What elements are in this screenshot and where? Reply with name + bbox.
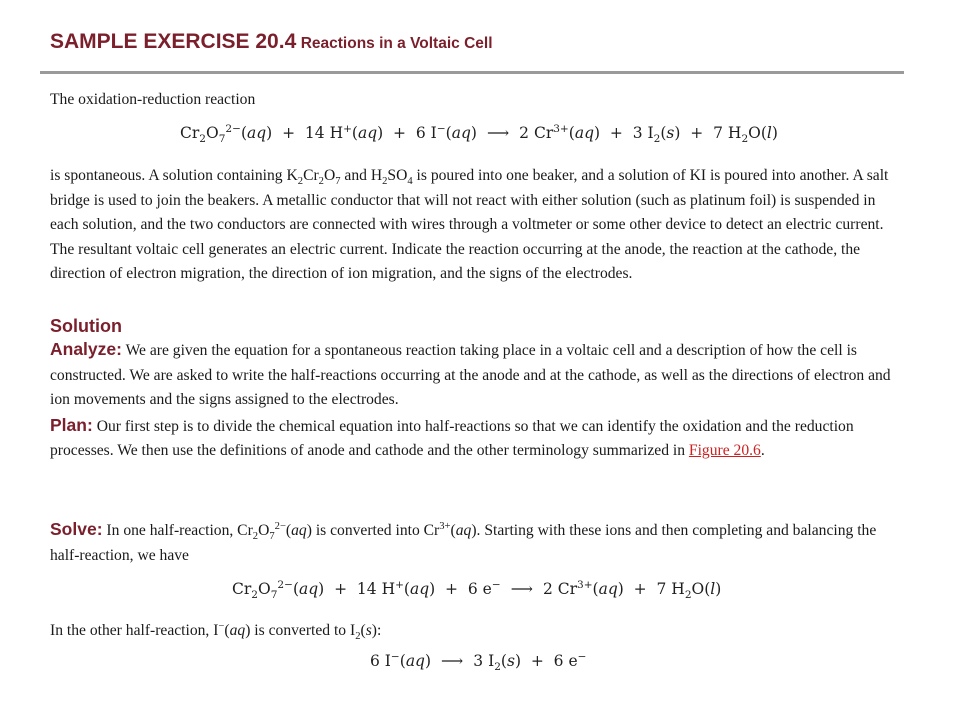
title-divider xyxy=(40,71,904,74)
analyze-paragraph: Analyze: We are given the equation for a spontaneous reaction taking place in a voltaic cell and a description of how the cell is constructed. We are asked to write the half-reactions occurring at the anode and at the cathode, as well as the directions of electron and ion movements and the signs assigned to the electrodes. xyxy=(50,339,891,408)
plan-label: Plan: xyxy=(50,414,93,435)
figure-20-6-link[interactable]: Figure 20.6 xyxy=(688,442,761,459)
solve-label: Solve: xyxy=(50,519,103,539)
oxidation-half-reaction: 6 I−(aq) ⟶ 3 $I_2(s) + 6$ e− xyxy=(370,650,587,674)
problem-statement: is spontaneous. A solution containing $K_2Cr_2O_7$ and $H_2SO_4$ is poured into one beaker, and a solution of KI is poured into another. A salt bridge is used to join the beakers. A metallic conductor that will not react with either solution (such as platinum foil) is suspended in each solution, and the two conductors are connected with wires through a voltmeter or some other device to detect an electric current. The resultant voltaic cell generates an electric current. Indicate the reaction occurring at the anode, the reaction at the cathode, the direction of electron migration, the direction of ion migration, and the signs of the electrodes. xyxy=(50,167,889,282)
oxidation-intro: In the other half-reaction, I−(aq) is converted to $I_2(s)$: xyxy=(50,620,382,643)
exercise-title-sub: Reactions in a Voltaic Cell xyxy=(300,35,493,52)
exercise-title-main: SAMPLE EXERCISE 20.4 xyxy=(50,30,297,53)
solution-heading: Solution xyxy=(50,316,122,336)
solve-paragraph: Solve: In one half-reaction, $Cr_2O_7^{2-}(aq)$ is converted into $Cr^{3+}(aq)$. Starting with these ions and then completing and balancing the half-reaction, we have xyxy=(50,519,877,564)
overall-reaction-equation: $Cr_2O_7^{2-}(aq) + 14$ H+(aq) + 6 I−(aq) ⟶ 2 $Cr^{3+}(aq) + 3$ $I_2(s) + 7$ $H_2O(l)$ xyxy=(180,122,778,146)
plan-paragraph: Plan: Our first step is to divide the chemical equation into half-reactions so that we can identify the oxidation and the reduction processes. We then use the definitions of anode and cathode and the other terminology summarized in Figure 20.6. xyxy=(50,414,854,459)
solution-section xyxy=(50,316,905,464)
problem-body: poured into another. A salt bridge is used to join the beakers. A metallic conductor that will not react with either solution (such as platinum foil) is suspended in each solution, and the two conductors are connected with wires through a voltmeter or some other device to detect an electric current. The resultant voltaic cell generates an electric current. Indicate the reaction occurring at the anode, the reaction at the cathode, the direction of electron migration, the direction of ion migration, and the signs of the electrodes. xyxy=(50,167,889,282)
reduction-half-reaction: $Cr_2O_7^{2-}(aq) + 14$ H+(aq) + 6 e− ⟶ 2 $Cr^{3+}(aq) + 7$ $H_2O(l)$ xyxy=(232,578,722,602)
exercise-title xyxy=(50,30,493,54)
analyze-label: Analyze: xyxy=(50,339,122,359)
problem-intro: The oxidation-reduction reaction xyxy=(50,91,256,108)
